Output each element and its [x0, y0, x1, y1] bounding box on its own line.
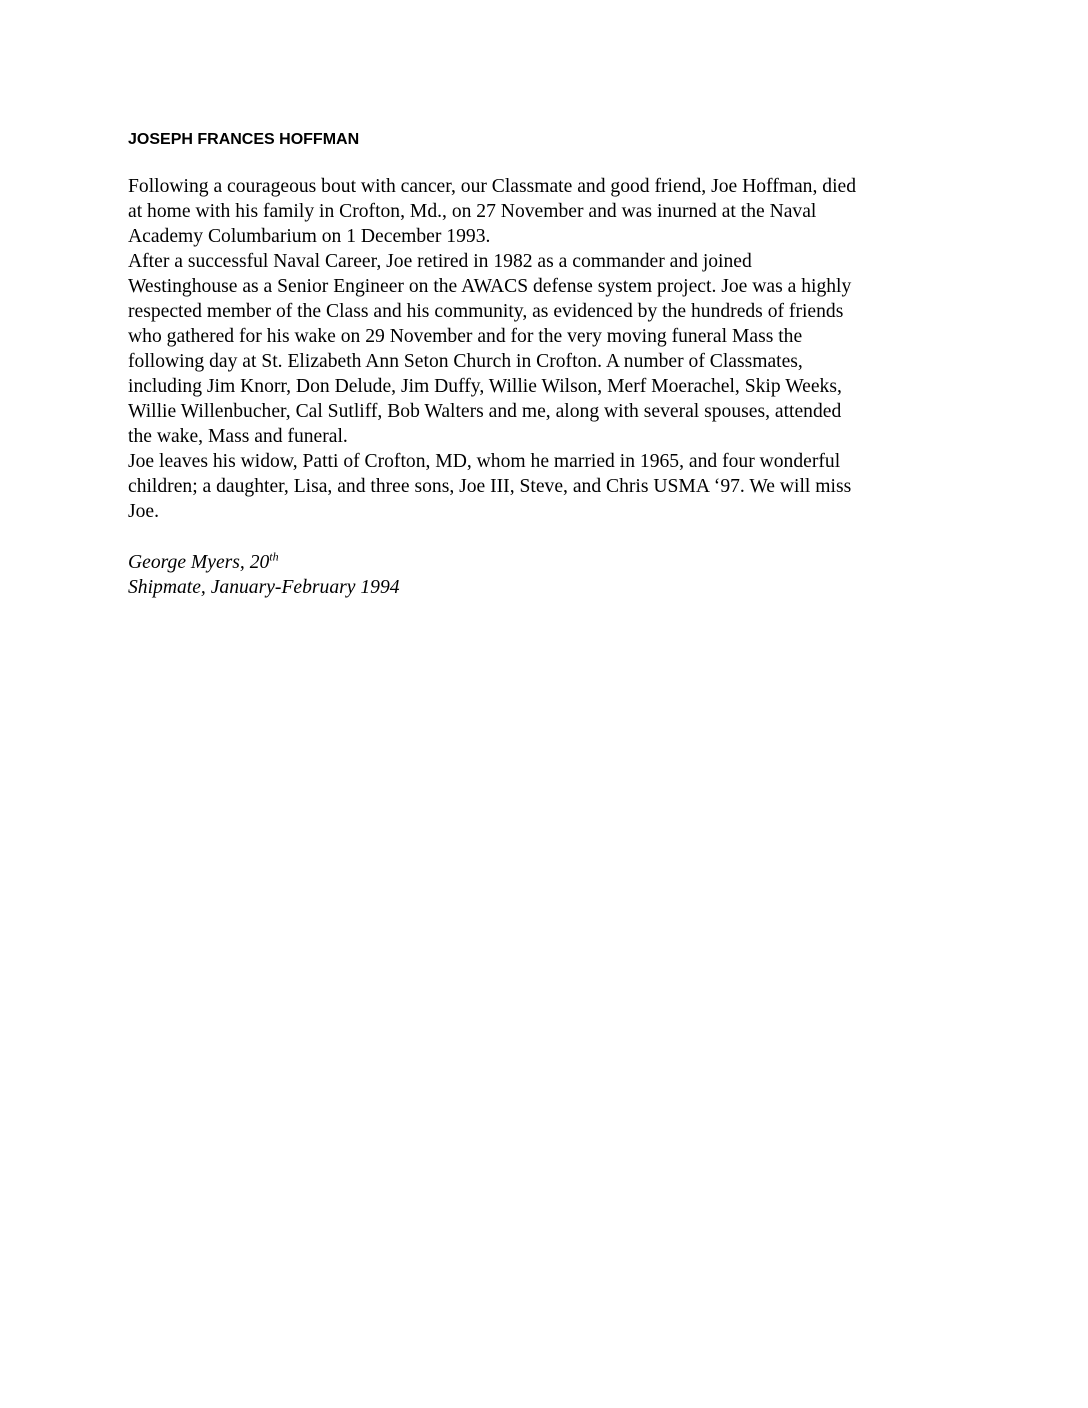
- body-line: Joe leaves his widow, Patti of Crofton, MD, whom he married in 1965, and four wonderful: [128, 451, 841, 472]
- signature-block: [128, 550, 400, 600]
- author-line: [128, 550, 400, 575]
- body-line: Joe.: [128, 501, 160, 522]
- body-line: at home with his family in Crofton, Md., on 27 November and was inurned at the Naval: [128, 201, 817, 222]
- author-name: George Myers, 20: [128, 552, 270, 573]
- body-line: who gathered for his wake on 29 November and for the very moving funeral Mass the: [128, 326, 803, 347]
- body-line: Following a courageous bout with cancer, our Classmate and good friend, Joe Hoffman, died: [128, 176, 857, 197]
- body-line: following day at St. Elizabeth Ann Seton Church in Crofton. A number of Classmates,: [128, 351, 803, 372]
- obituary-body: [128, 174, 978, 524]
- obituary-heading: JOSEPH FRANCES HOFFMAN: [128, 131, 360, 148]
- body-line: respected member of the Class and his community, as evidenced by the hundreds of friends: [128, 301, 844, 322]
- body-line: children; a daughter, Lisa, and three sons, Joe III, Steve, and Chris USMA ‘97. We will miss: [128, 476, 852, 497]
- body-line: including Jim Knorr, Don Delude, Jim Duffy, Willie Wilson, Merf Moerachel, Skip Weeks,: [128, 376, 842, 397]
- body-line: After a successful Naval Career, Joe retired in 1982 as a commander and joined: [128, 251, 752, 272]
- body-line: the wake, Mass and funeral.: [128, 426, 348, 447]
- author-suffix: th: [269, 549, 279, 564]
- source-line: Shipmate, January-February 1994: [128, 577, 400, 598]
- body-line: Willie Willenbucher, Cal Sutliff, Bob Walters and me, along with several spouses, attended: [128, 401, 842, 422]
- body-line: Academy Columbarium on 1 December 1993.: [128, 226, 491, 247]
- body-line: Westinghouse as a Senior Engineer on the AWACS defense system project. Joe was a highly: [128, 276, 852, 297]
